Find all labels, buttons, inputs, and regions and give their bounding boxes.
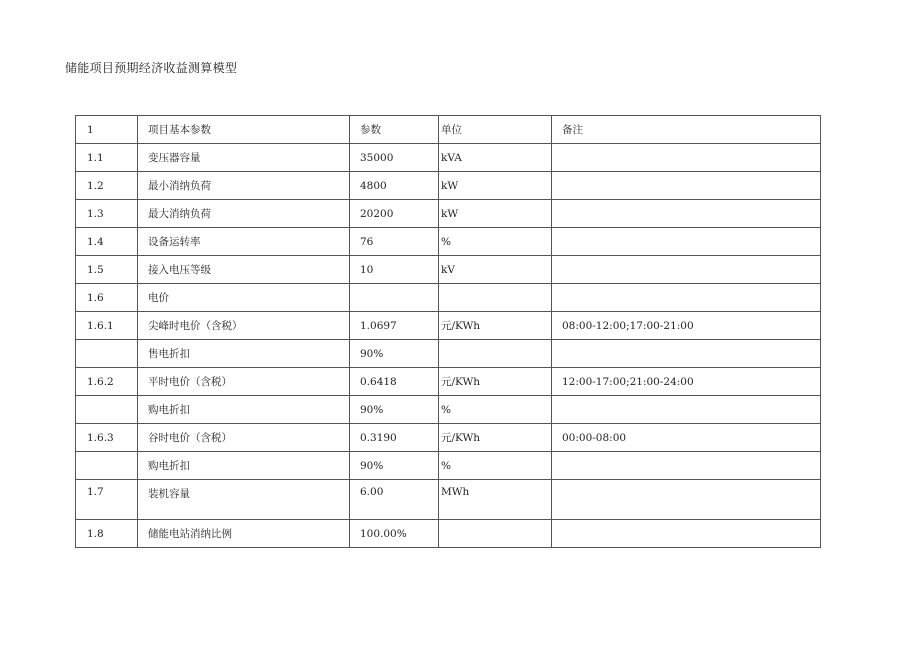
row-unit: [439, 520, 552, 548]
row-unit: kW: [439, 172, 552, 200]
row-name: 购电折扣: [138, 396, 350, 424]
row-name: 售电折扣: [138, 340, 350, 368]
row-num: [76, 340, 138, 368]
row-value: 35000: [350, 144, 439, 172]
table-row: [76, 340, 821, 368]
row-name: 接入电压等级: [138, 256, 350, 284]
row-unit: kW: [439, 200, 552, 228]
table-row: [76, 480, 821, 520]
row-note: [552, 172, 821, 200]
row-name: 尖峰时电价（含税）: [138, 312, 350, 340]
row-unit: kV: [439, 256, 552, 284]
header-name: 项目基本参数: [138, 116, 350, 144]
row-note: [552, 256, 821, 284]
row-note: [552, 520, 821, 548]
row-note: [552, 452, 821, 480]
row-note: [552, 144, 821, 172]
table-row: [76, 368, 821, 396]
header-note: 备注: [552, 116, 821, 144]
row-name: 储能电站消纳比例: [138, 520, 350, 548]
row-value: 90%: [350, 452, 439, 480]
row-note: [552, 228, 821, 256]
table-row: [76, 228, 821, 256]
row-num: [76, 452, 138, 480]
row-value: 6.00: [350, 480, 439, 520]
row-name: 设备运转率: [138, 228, 350, 256]
row-value: 4800: [350, 172, 439, 200]
table-row: [76, 256, 821, 284]
row-name: 购电折扣: [138, 452, 350, 480]
row-value: 0.6418: [350, 368, 439, 396]
row-num: 1.7: [76, 480, 138, 520]
row-num: 1.2: [76, 172, 138, 200]
header-num: 1: [76, 116, 138, 144]
table-row: [76, 396, 821, 424]
row-note: 00:00-08:00: [552, 424, 821, 452]
row-value: 10: [350, 256, 439, 284]
row-note: 12:00-17:00;21:00-24:00: [552, 368, 821, 396]
row-value: [350, 284, 439, 312]
table-row: [76, 424, 821, 452]
row-value: 76: [350, 228, 439, 256]
row-note: 08:00-12:00;17:00-21:00: [552, 312, 821, 340]
row-value: 0.3190: [350, 424, 439, 452]
row-num: 1.8: [76, 520, 138, 548]
row-value: 20200: [350, 200, 439, 228]
row-num: 1.6.2: [76, 368, 138, 396]
row-unit: [439, 284, 552, 312]
row-num: 1.6.3: [76, 424, 138, 452]
table-row: [76, 452, 821, 480]
row-value: 100.00%: [350, 520, 439, 548]
row-note: [552, 396, 821, 424]
row-num: 1.1: [76, 144, 138, 172]
table-header-row: [76, 116, 821, 144]
row-name: 谷时电价（含税）: [138, 424, 350, 452]
table-row: [76, 312, 821, 340]
row-name: 电价: [138, 284, 350, 312]
row-unit: %: [439, 396, 552, 424]
row-unit: kVA: [439, 144, 552, 172]
header-value: 参数: [350, 116, 439, 144]
row-note: [552, 200, 821, 228]
row-unit: %: [439, 228, 552, 256]
row-unit: [439, 340, 552, 368]
header-unit: 单位: [439, 116, 552, 144]
row-num: [76, 396, 138, 424]
row-value: 90%: [350, 340, 439, 368]
page-title: 储能项目预期经济收益测算模型: [65, 61, 238, 75]
table-row: [76, 284, 821, 312]
row-name: 变压器容量: [138, 144, 350, 172]
row-num: 1.3: [76, 200, 138, 228]
row-value: 90%: [350, 396, 439, 424]
row-num: 1.4: [76, 228, 138, 256]
table-row: [76, 520, 821, 548]
row-unit: %: [439, 452, 552, 480]
parameters-table: [75, 115, 821, 548]
row-unit: 元/KWh: [439, 368, 552, 396]
row-num: 1.5: [76, 256, 138, 284]
row-note: [552, 340, 821, 368]
row-name: 平时电价（含税）: [138, 368, 350, 396]
table-row: [76, 144, 821, 172]
row-num: 1.6: [76, 284, 138, 312]
row-note: [552, 480, 821, 520]
row-num: 1.6.1: [76, 312, 138, 340]
row-name: 最小消纳负荷: [138, 172, 350, 200]
table-row: [76, 200, 821, 228]
row-unit: 元/KWh: [439, 424, 552, 452]
table-row: [76, 172, 821, 200]
row-value: 1.0697: [350, 312, 439, 340]
row-name: 最大消纳负荷: [138, 200, 350, 228]
row-unit: MWh: [439, 480, 552, 520]
row-name: 装机容量: [138, 480, 350, 520]
row-unit: 元/KWh: [439, 312, 552, 340]
row-note: [552, 284, 821, 312]
